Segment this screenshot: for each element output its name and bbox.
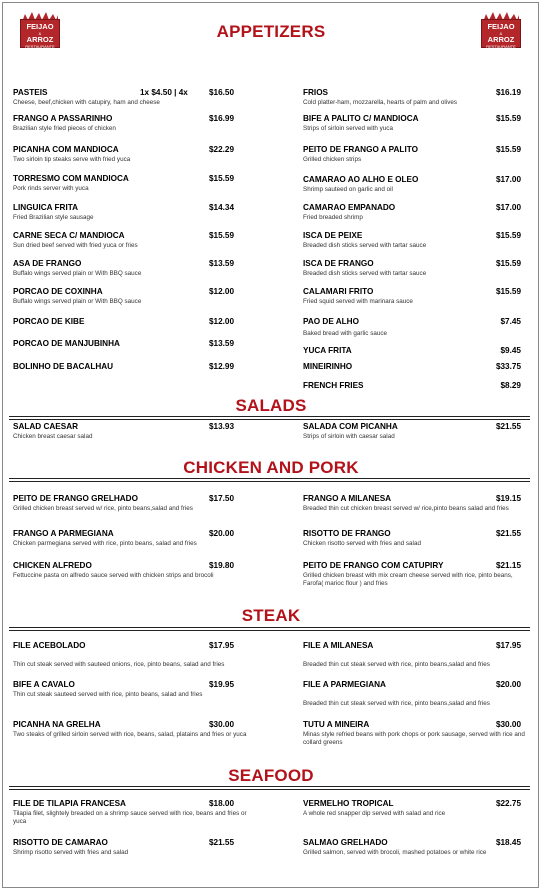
item-name: PICANHA COM MANDIOCA: [13, 145, 119, 154]
item-description: A whole red snapper dip served with salad and rice: [303, 810, 446, 817]
menu-item: [13, 641, 253, 669]
menu-item: [303, 422, 525, 441]
item-name: RISOTTO DE FRANGO: [303, 529, 391, 538]
item-price: $14.34: [209, 203, 235, 212]
item-price: $16.19: [495, 88, 521, 97]
divider: [9, 786, 530, 787]
item-price: $18.00: [209, 799, 235, 808]
menu-item: [13, 339, 253, 348]
menu-item: [13, 145, 253, 164]
item-price: $30.00: [495, 720, 521, 729]
menu-item: [303, 287, 525, 306]
item-description: Grilled chicken strips: [303, 156, 362, 163]
menu-item: [13, 231, 253, 250]
item-name: PORCAO DE KIBE: [13, 317, 85, 326]
item-description: Brazilian style fried pieces of chicken: [13, 125, 116, 132]
item-description: Fettuccine pasta on alfredo sauce served with chicken strips and brocoli: [13, 572, 214, 579]
menu-item: [303, 680, 525, 708]
item-description: Buffalo wings served plain or With BBQ sauce: [13, 298, 142, 305]
item-name: FRANGO A PARMEGIANA: [13, 529, 114, 538]
section-title-appetizers: APPETIZERS: [216, 22, 326, 41]
item-description: Buffalo wings served plain or With BBQ sauce: [13, 270, 142, 277]
item-price: $13.93: [209, 422, 235, 431]
item-price: $15.59: [495, 287, 521, 296]
item-price: $16.99: [209, 114, 235, 123]
item-price: $12.00: [209, 287, 235, 296]
menu-item: [13, 422, 253, 441]
item-price: $15.59: [495, 231, 521, 240]
menu-item: [13, 838, 253, 857]
item-name: PORCAO DE MANJUBINHA: [13, 339, 120, 348]
item-price: $20.00: [495, 680, 521, 689]
menu-item: [303, 259, 525, 278]
item-name: FILE A PARMEGIANA: [303, 680, 386, 689]
item-price: $15.59: [495, 145, 521, 154]
divider: [9, 416, 530, 417]
divider: [9, 630, 530, 631]
item-price: $15.59: [495, 259, 521, 268]
menu-item: [13, 720, 253, 739]
item-description: Chicken breast caesar salad: [13, 433, 93, 440]
item-description: Breaded dish sticks served with tartar sauce: [303, 270, 427, 277]
item-description: Strips of sirloin served with yuca: [303, 125, 393, 132]
item-name: RISOTTO DE CAMARAO: [13, 838, 108, 847]
item-description: Thin cut steak served with sauteed onions, rice, pinto beans, salad and fries: [13, 661, 225, 668]
menu-item: [303, 346, 525, 355]
item-price: $7.45: [500, 317, 521, 326]
item-price: $19.15: [495, 494, 521, 503]
item-name: CAMARAO AO ALHO E OLEO: [303, 175, 419, 184]
item-description: Breaded dish sticks served with tartar sauce: [303, 242, 427, 249]
item-price: $19.95: [209, 680, 235, 689]
menu-item: [303, 799, 525, 818]
item-description: Tilapia filet, slightely breaded on a shrimp sauce served with rice, beans and fries or yuca: [13, 810, 247, 825]
item-name: CHICKEN ALFREDO: [13, 561, 92, 570]
menu-item: [303, 381, 525, 390]
item-name: FRENCH FRIES: [303, 381, 364, 390]
item-price: $17.95: [495, 641, 521, 650]
item-name: FILE ACEBOLADO: [13, 641, 86, 650]
item-description: Breaded thin cut steak served with rice, pinto beans,salad and fries: [303, 661, 490, 668]
item-price: $22.29: [209, 145, 235, 154]
item-name: MINEIRINHO: [303, 362, 353, 371]
item-name: PASTEIS: [13, 88, 48, 97]
menu-item: [13, 259, 253, 278]
menu-item: [303, 145, 525, 164]
item-name: VERMELHO TROPICAL: [303, 799, 394, 808]
menu-item: [303, 317, 525, 338]
item-description: Shrimp risotto served with fries and salad: [13, 849, 129, 856]
item-price: $33.75: [495, 362, 521, 371]
divider: [9, 789, 530, 790]
item-name: BIFE A PALITO C/ MANDIOCA: [303, 114, 419, 123]
restaurant-logo: FEIJAO & ARROZ RESTAURANTE: [481, 12, 521, 48]
menu-item: [303, 529, 525, 548]
item-price: $9.45: [500, 346, 521, 355]
item-description: Grilled chicken breast served w/ rice, pinto beans,salad and fries: [13, 505, 193, 512]
item-price: $15.59: [209, 231, 235, 240]
item-name: ISCA DE FRANGO: [303, 259, 374, 268]
item-name: YUCA FRITA: [303, 346, 352, 355]
section-title-steak: STEAK: [241, 606, 301, 625]
menu-item: [13, 203, 253, 222]
item-name: SALAD CAESAR: [13, 422, 79, 431]
menu-item: [13, 494, 253, 513]
item-name: BIFE A CAVALO: [13, 680, 75, 689]
menu-item: [13, 114, 253, 133]
item-name: FILE DE TILAPIA FRANCESA: [13, 799, 126, 808]
item-name: FRIOS: [303, 88, 329, 97]
item-name: LINGUICA FRITA: [13, 203, 79, 212]
item-description: Two steaks of grilled sirloin served with rice, beans, salad, platains and fries or yuca: [13, 731, 247, 738]
menu-page: [2, 2, 539, 888]
item-price: $12.00: [209, 317, 235, 326]
menu-item: [303, 231, 525, 250]
item-description: Minas style refried beans with pork chops or pork sausage, served with rice and collard greens: [303, 731, 525, 746]
item-price: $22.75: [495, 799, 521, 808]
item-description: Two sirloin tip steaks serve with fried yuca: [13, 156, 131, 163]
menu-item: [13, 680, 253, 699]
item-name: SALADA COM PICANHA: [303, 422, 398, 431]
menu-item: [13, 362, 253, 371]
item-price: $8.29: [500, 381, 521, 390]
item-description: Breaded thin cut chicken breast served w/ rice,pinto beans salad and fries: [303, 505, 509, 512]
item-price: $21.55: [495, 422, 521, 431]
item-name: PEITO DE FRANGO GRELHADO: [13, 494, 138, 503]
menu-item: [13, 561, 253, 580]
item-name: TORRESMO COM MANDIOCA: [13, 174, 129, 183]
item-price: $15.59: [495, 114, 521, 123]
item-price: $18.45: [495, 838, 521, 847]
menu-item: [303, 838, 525, 857]
item-price: $13.59: [209, 259, 235, 268]
item-description: Sun dried beef served with fried yuca or fries: [13, 242, 138, 249]
menu-item: [303, 362, 525, 371]
item-name: FILE A MILANESA: [303, 641, 374, 650]
menu-item: [13, 287, 253, 306]
item-price: $21.55: [209, 838, 235, 847]
item-name: SALMAO GRELHADO: [303, 838, 388, 847]
item-price: $12.99: [209, 362, 235, 371]
menu-item: [303, 203, 525, 222]
item-name: FRANGO A PASSARINHO: [13, 114, 113, 123]
item-description: Cold platter-ham, mozzarella, hearts of palm and olives: [303, 99, 457, 106]
item-price: $30.00: [209, 720, 235, 729]
item-name: PEITO DE FRANGO A PALITO: [303, 145, 418, 154]
menu-item: [303, 561, 525, 588]
item-description: Fried breaded shrimp: [303, 214, 363, 221]
item-description: Breaded thin cut steak served with rice, pinto beans,salad and fries: [303, 700, 490, 707]
menu-item: [303, 720, 525, 747]
menu-item: [13, 317, 253, 326]
item-description: Fried Brazilian style sausage: [13, 214, 94, 221]
item-price: $21.15: [495, 561, 521, 570]
section-title-salads: SALADS: [235, 396, 307, 415]
item-name: CARNE SECA C/ MANDIOCA: [13, 231, 125, 240]
menu-item: [13, 529, 253, 548]
item-price: $17.00: [495, 175, 521, 184]
item-name: ISCA DE PEIXE: [303, 231, 363, 240]
item-name: CALAMARI FRITO: [303, 287, 374, 296]
item-description: Shrimp sauteed on garlic and oil: [303, 186, 393, 193]
restaurant-logo: FEIJAO & ARROZ RESTAURANTE: [20, 12, 60, 48]
item-price: $13.59: [209, 339, 235, 348]
menu-item: [303, 494, 525, 513]
item-price: $17.95: [209, 641, 235, 650]
menu-item: [13, 174, 253, 193]
section-title-chicken-and-pork: CHICKEN AND PORK: [183, 458, 359, 477]
divider: [9, 481, 530, 482]
menu-item: [303, 175, 525, 194]
item-description: Thin cut steak sauteed served with rice, pinto beans, salad and fries: [13, 691, 203, 698]
item-name: ASA DE FRANGO: [13, 259, 82, 268]
item-name: FRANGO A MILANESA: [303, 494, 392, 503]
item-price: $15.59: [209, 174, 235, 183]
item-description: Baked bread with garlic sauce: [303, 330, 388, 337]
item-price: $16.50: [209, 88, 235, 97]
item-name: PEITO DE FRANGO COM CATUPIRY: [303, 561, 444, 570]
item-name: CAMARAO EMPANADO: [303, 203, 396, 212]
item-description: Strips of sirloin with caesar salad: [303, 433, 395, 440]
item-price: $17.00: [495, 203, 521, 212]
item-name: BOLINHO DE BACALHAU: [13, 362, 114, 371]
menu-item: [303, 641, 525, 669]
item-description: Chicken parmegiana served with rice, pinto beans, salad and fries: [13, 540, 197, 547]
menu-item: [303, 88, 525, 107]
item-name: PORCAO DE COXINHA: [13, 287, 103, 296]
item-quantity-options: 1x $4.50 | 4x: [140, 88, 188, 97]
divider: [9, 627, 530, 628]
menu-item: [13, 799, 253, 826]
divider: [9, 419, 530, 420]
divider: [9, 478, 530, 479]
item-price: $17.50: [209, 494, 235, 503]
item-description: Cheese, beef,chicken with catupiry, ham and cheese: [13, 99, 160, 106]
item-name: PICANHA NA GRELHA: [13, 720, 101, 729]
item-price: $20.00: [209, 529, 235, 538]
item-name: PAO DE ALHO: [303, 317, 359, 326]
section-title-seafood: SEAFOOD: [228, 766, 314, 785]
item-name: TUTU A MINEIRA: [303, 720, 370, 729]
menu-item: [303, 114, 525, 133]
item-price: $21.55: [495, 529, 521, 538]
item-price: $19.80: [209, 561, 235, 570]
menu-item: [13, 88, 253, 107]
item-description: Pork rinds server with yuca: [13, 185, 89, 192]
item-description: Chicken risotto served with fries and salad: [303, 540, 421, 547]
item-description: Grilled salmon, served with brocoli, mashed potatoes or white rice: [303, 849, 487, 856]
item-description: Grilled chicken breast with mix cream cheese served with rice, pinto beans, Farofa( marioc flour ) and fries: [303, 572, 513, 587]
item-description: Fried squid served with marinara sauce: [303, 298, 413, 305]
